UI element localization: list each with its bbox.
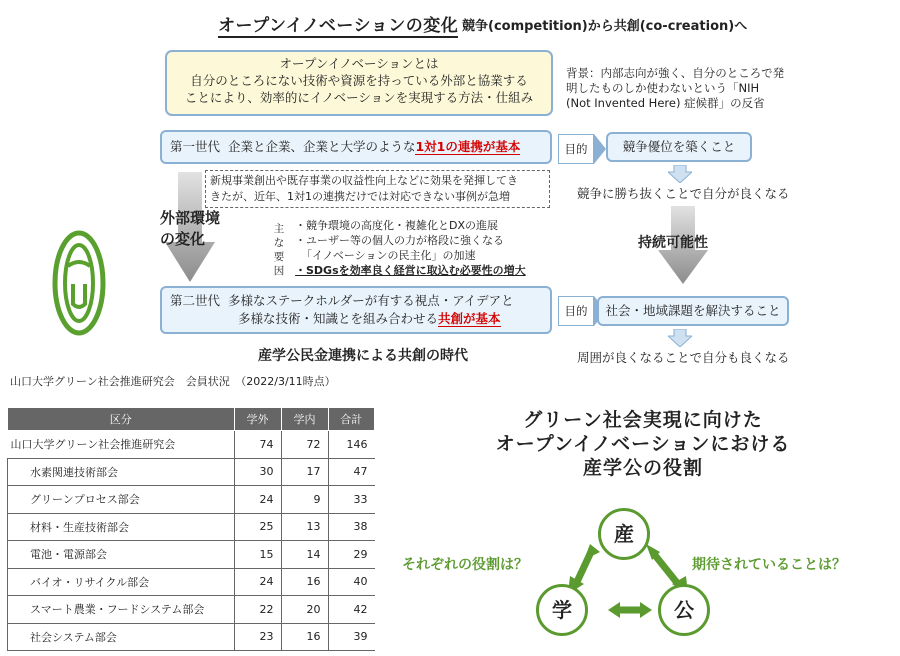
transition-line: きたが、近年、1対1の連携だけでは対応できない事例が急増 (210, 190, 510, 203)
row-name: 山口大学グリーン社会推進研究会 (8, 431, 235, 459)
gen1-text: 企業と企業、企業と大学のような (227, 139, 416, 154)
column-header: 学内 (281, 408, 328, 431)
table-row (8, 458, 375, 486)
table-row (8, 596, 375, 624)
transition-line: 新規事業創出や既存事業の収益性向上などに効果を発揮してき (210, 174, 518, 187)
academia-circle: 学 (536, 584, 588, 636)
background-note (566, 66, 794, 111)
table-row (8, 568, 375, 596)
external-count: 24 (234, 568, 281, 596)
row-name: スマート農業・フードシステム部会 (8, 596, 235, 624)
arrow-down-icon (668, 165, 692, 183)
total-count: 39 (328, 623, 375, 651)
gen1-purpose-label: 目的 (558, 134, 594, 164)
roles-heading (478, 408, 808, 480)
total-count: 146 (328, 431, 375, 459)
roles-heading-line: オープンイノベーションにおける (495, 433, 791, 455)
arrow-head-icon (608, 602, 620, 618)
gen2-result: 周囲が良くなることで自分も良くなる (577, 350, 790, 365)
internal-count: 72 (281, 431, 328, 459)
industry-circle: 産 (598, 508, 650, 560)
background-line: (Not Invented Here) 症候群」の反省 (566, 96, 765, 110)
internal-count: 17 (281, 458, 328, 486)
page-subtitle: 競争(competition)から共創(co-creation)へ (462, 19, 748, 34)
definition-line: 自分のところにない技術や資源を持っている外部と協業する (190, 73, 528, 88)
internal-count: 20 (281, 596, 328, 624)
row-name: 社会システム部会 (8, 623, 235, 651)
factor-label-char: 因 (273, 265, 285, 277)
column-header: 学外 (234, 408, 281, 431)
gen2-highlight: 共創が基本 (438, 311, 501, 326)
membership-table (7, 407, 375, 651)
row-name: 電池・電源部会 (8, 541, 235, 569)
university-logo (52, 228, 106, 338)
background-line: 明したものしか使わないという「NIH (566, 81, 760, 95)
table-row (8, 486, 375, 514)
table-row (8, 431, 375, 459)
internal-count: 9 (281, 486, 328, 514)
factor-label-char: 主 (273, 223, 285, 235)
external-count: 24 (234, 486, 281, 514)
question-roles: それぞれの役割は？ (402, 557, 528, 573)
public-circle: 公 (658, 584, 710, 636)
internal-count: 16 (281, 568, 328, 596)
membership-caption: 山口大学グリーン社会推進研究会 会員状況 （2022/3/11時点） (10, 375, 336, 388)
arrow-down-icon (668, 329, 692, 347)
total-count: 33 (328, 486, 375, 514)
page-title: オープンイノベーションの変化 (218, 16, 459, 36)
arrow-right-icon (594, 134, 606, 164)
gen2-label: 第二世代 (170, 293, 221, 308)
definition-box (165, 50, 553, 116)
era-caption: 産学公民金連携による共創の時代 (258, 348, 468, 364)
arrow-head-icon (640, 602, 652, 618)
transition-note (205, 170, 550, 208)
env-change-label (160, 208, 220, 250)
sustainability-label: 持続可能性 (638, 235, 708, 251)
table-row (8, 541, 375, 569)
factor-item: ・競争環境の高度化・複雑化とDXの進展 (295, 219, 499, 232)
gen1-label: 第一世代 (170, 139, 221, 154)
roles-heading-line: 産学公の役割 (582, 457, 703, 479)
first-generation-box (160, 130, 552, 164)
gen1-result: 競争に勝ち抜くことで自分が良くなる (577, 186, 790, 201)
definition-line: オープンイノベーションとは (279, 56, 439, 71)
external-count: 23 (234, 623, 281, 651)
external-count: 74 (234, 431, 281, 459)
external-count: 15 (234, 541, 281, 569)
total-count: 38 (328, 513, 375, 541)
roles-heading-line: グリーン社会実現に向けた (523, 409, 763, 431)
factor-list (295, 218, 526, 278)
second-generation-box (160, 286, 552, 334)
table-row (8, 623, 375, 651)
external-count: 22 (234, 596, 281, 624)
total-count: 47 (328, 458, 375, 486)
factor-label-char: 要 (273, 251, 285, 263)
internal-count: 16 (281, 623, 328, 651)
env-change-line: 外部環境 (160, 209, 221, 227)
external-count: 30 (234, 458, 281, 486)
column-header: 区分 (8, 408, 235, 431)
factor-item: ・SDGsを効率良く経営に取込む必要性の増大 (295, 264, 526, 277)
gen2-line1: 多様なステークホルダーが有する視点・アイデアと (227, 293, 514, 308)
gen1-highlight: 1対1の連携が基本 (415, 139, 521, 154)
row-name: グリーンプロセス部会 (8, 486, 235, 514)
internal-count: 14 (281, 541, 328, 569)
env-change-line: の変化 (160, 230, 206, 248)
gen2-goal-box: 社会・地域課題を解決すること (597, 296, 789, 326)
internal-count: 13 (281, 513, 328, 541)
main-factors-label (273, 222, 285, 278)
factor-item: ・ユーザー等の個人の力が格段に強くなる (295, 234, 504, 247)
total-count: 40 (328, 568, 375, 596)
row-name: 水素関連技術部会 (8, 458, 235, 486)
factor-item: 「イノベーションの民主化」の加速 (301, 249, 476, 262)
gen2-line2: 多様な技術・知識とを組み合わせる (238, 311, 439, 326)
factor-label-char: な (273, 237, 285, 249)
column-header: 合計 (328, 408, 375, 431)
table-header-row (8, 408, 375, 431)
row-name: 材料・生産技術部会 (8, 513, 235, 541)
background-line: 背景：内部志向が強く、自分のところで発 (566, 66, 785, 80)
question-expectations: 期待されていることは？ (692, 557, 846, 573)
gen2-purpose-label: 目的 (558, 296, 594, 326)
total-count: 42 (328, 596, 375, 624)
external-count: 25 (234, 513, 281, 541)
row-name: バイオ・リサイクル部会 (8, 568, 235, 596)
total-count: 29 (328, 541, 375, 569)
definition-line: ことにより、効率的にイノベーションを実現する方法・仕組み (184, 90, 534, 105)
table-row (8, 513, 375, 541)
gen1-goal-box: 競争優位を築くこと (606, 132, 752, 162)
